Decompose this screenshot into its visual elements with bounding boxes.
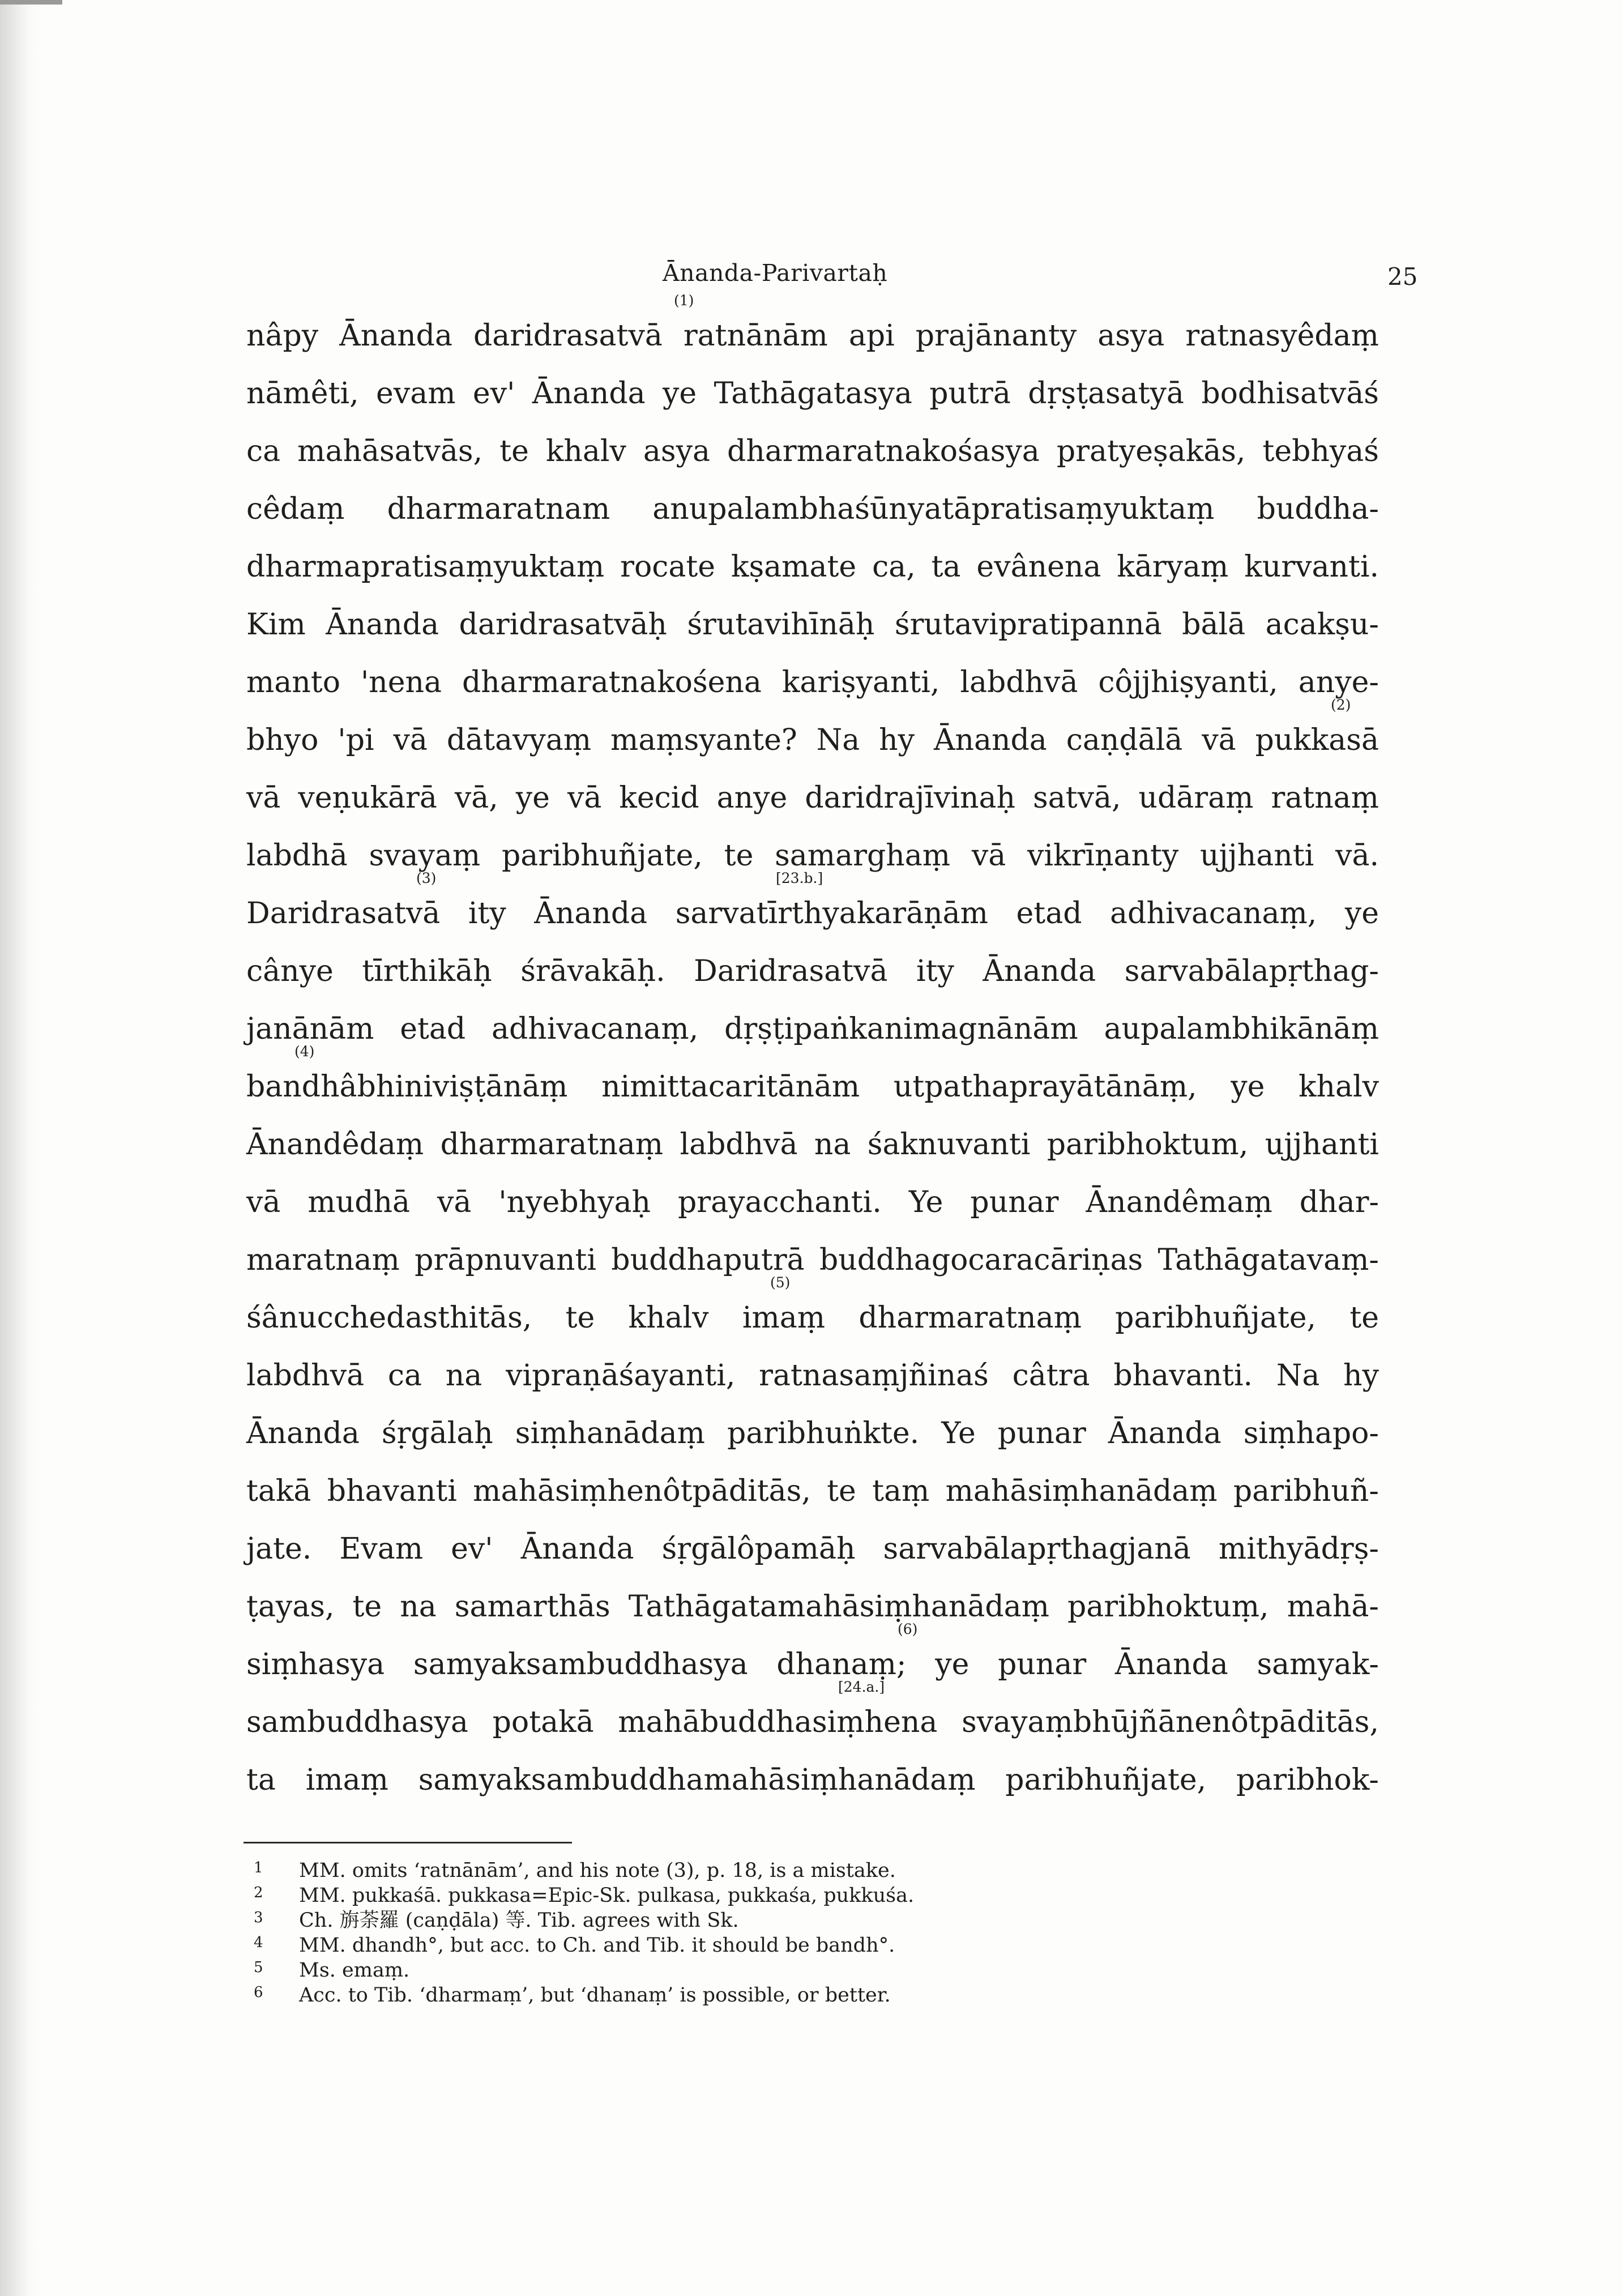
text-line: janānām etad adhivacanaṃ, dṛṣṭipaṅkanimagnānām aupalambhikānāṃ [246,1012,1379,1046]
text-line: ca mahāsatvās, te khalv asya dharmaratnakośasya pratyeṣakās, tebhyaś [246,434,1379,468]
footnote-divider [244,1842,572,1843]
text-line: Kim Ānanda daridrasatvāḥ śrutavihīnāḥ śrutavipratipannā bālā acakṣu- [246,608,1379,642]
footnote [254,1930,1160,1955]
text-line: ṭayas, te na samarthās Tathāgatamahāsiṃhanādaṃ paribhoktuṃ, mahā- [246,1590,1379,1624]
text-line: Ānanda śṛgālaḥ siṃhanādaṃ paribhuṅkte. Ye punar Ānanda siṃhapo- [246,1416,1379,1450]
text-line: sambuddhasya potakā mahābuddhasiṃhena svayaṃbhūjñānenôtpāditās, [24.a.] [246,1679,1379,1739]
page-number: 25 [1387,263,1418,291]
text-line: nāmêti, evam ev' Ānanda ye Tathāgatasya putrā dṛṣṭasatyā bodhisatvāś [246,377,1379,411]
text-line: jate. Evam ev' Ānanda śṛgālôpamāḥ sarvabālapṛthagjanā mithyādṛṣ- [246,1532,1379,1566]
text-line: bhyo 'pi vā dātavyaṃ maṃsyante? Na hy Ānanda caṇḍālā vā pukkasā (2) [246,697,1379,757]
text-line: Ānandêdaṃ dharmaratnaṃ labdhvā na śaknuvanti paribhoktum, ujjhanti [246,1128,1379,1162]
footnote-number: 6 [254,1984,263,2001]
footnote-number: 5 [254,1959,263,1976]
text-line: labdhvā ca na vipraṇāśayanti, ratnasaṃjñinaś câtra bhavanti. Na hy [246,1359,1379,1393]
text-line: cêdaṃ dharmaratnam anupalambhaśūnyatāpratisaṃyuktaṃ buddha- [246,492,1379,526]
text-line: manto 'nena dharmaratnakośena kariṣyanti, labdhvā côjjhiṣyanti, anye- [246,665,1379,699]
text-line: siṃhasya samyaksambuddhasya dhanaṃ; ye punar Ānanda samyak- (6) [246,1621,1379,1682]
text-line: bandhâbhiniviṣṭānāṃ nimittacaritānām utpathaprayātānāṃ, ye khalv (4) [246,1043,1379,1104]
text-line: śânucchedasthitās, te khalv imaṃ dharmaratnaṃ paribhuñjate, te (5) [246,1274,1379,1335]
text-line: takā bhavanti mahāsiṃhenôtpāditās, te taṃ mahāsiṃhanādaṃ paribhuñ- [246,1474,1379,1508]
text-line: Daridrasatvā ity Ānanda sarvatīrthyakarāṇām etad adhivacanaṃ, ye (3) [23.b.] [246,870,1379,931]
text-line: labdhā svayaṃ paribhuñjate, te samarghaṃ vā vikrīṇanty ujjhanti vā. [246,839,1379,873]
footnote-marker-4: (4) [294,1043,315,1060]
footnote [254,1980,1160,2005]
text-line: ta imaṃ samyaksambuddhamahāsiṃhanādaṃ paribhuñjate, paribhok- [246,1763,1379,1797]
running-title: Ānanda-Parivartaḥ [663,259,888,287]
footnote-marker-2: (2) [1331,697,1351,713]
scan-corner-mark [0,0,62,5]
footnote-marker-3: (3) [416,870,437,886]
footnote-text: MM. omits ‘ratnānām’, and his note (3), p. 18, is a mistake. [299,1859,896,1882]
footnote-text: MM. pukkaśā. pukkasa=Epic-Sk. pulkasa, pukkaśa, pukkuśa. [299,1884,915,1907]
footnote-number: 4 [254,1934,263,1951]
footnote [254,1905,1160,1930]
text-line: nâpy Ānanda daridrasatvā ratnānām api prajānanty asya ratnasyêdaṃ (1) [246,292,1379,353]
folio-marker-23b: [23.b.] [776,870,823,886]
footnote [254,1955,1160,1980]
text-line: dharmapratisaṃyuktaṃ rocate kṣamate ca, ta evânena kāryaṃ kurvanti. [246,550,1379,584]
scan-edge-shadow [0,0,40,2296]
footnote-text: Ch. 旃荼羅 (caṇḍāla) 等. Tib. agrees with Sk. [299,1909,739,1932]
text-line: maratnaṃ prāpnuvanti buddhaputrā buddhagocaracāriṇas Tathāgatavaṃ- [246,1243,1379,1277]
footnote-number: 3 [254,1909,263,1926]
folio-marker-24a: [24.a.] [838,1679,885,1695]
text-line: vā veṇukārā vā, ye vā kecid anye daridrajīvinaḥ satvā, udāraṃ ratnaṃ [246,781,1379,815]
footnotes [254,1855,1160,2005]
footnote-number: 2 [254,1884,263,1901]
footnote [254,1880,1160,1905]
text-line: vā mudhā vā 'nyebhyaḥ prayacchanti. Ye punar Ānandêmaṃ dhar- [246,1185,1379,1219]
footnote-text: Acc. to Tib. ‘dharmaṃ’, but ‘dhanaṃ’ is possible, or better. [299,1984,891,2007]
text-line: cânye tīrthikāḥ śrāvakāḥ. Daridrasatvā ity Ānanda sarvabālapṛthag- [246,954,1379,988]
footnote [254,1855,1160,1880]
footnote-text: MM. dhandh°, but acc. to Ch. and Tib. it should be bandh°. [299,1934,895,1957]
footnote-text: Ms. emaṃ. [299,1959,410,1982]
footnote-number: 1 [254,1859,263,1876]
footnote-marker-5: (5) [770,1274,791,1291]
main-text [246,292,1379,1818]
footnote-marker-1: (1) [674,292,694,309]
footnote-marker-6: (6) [898,1621,918,1637]
